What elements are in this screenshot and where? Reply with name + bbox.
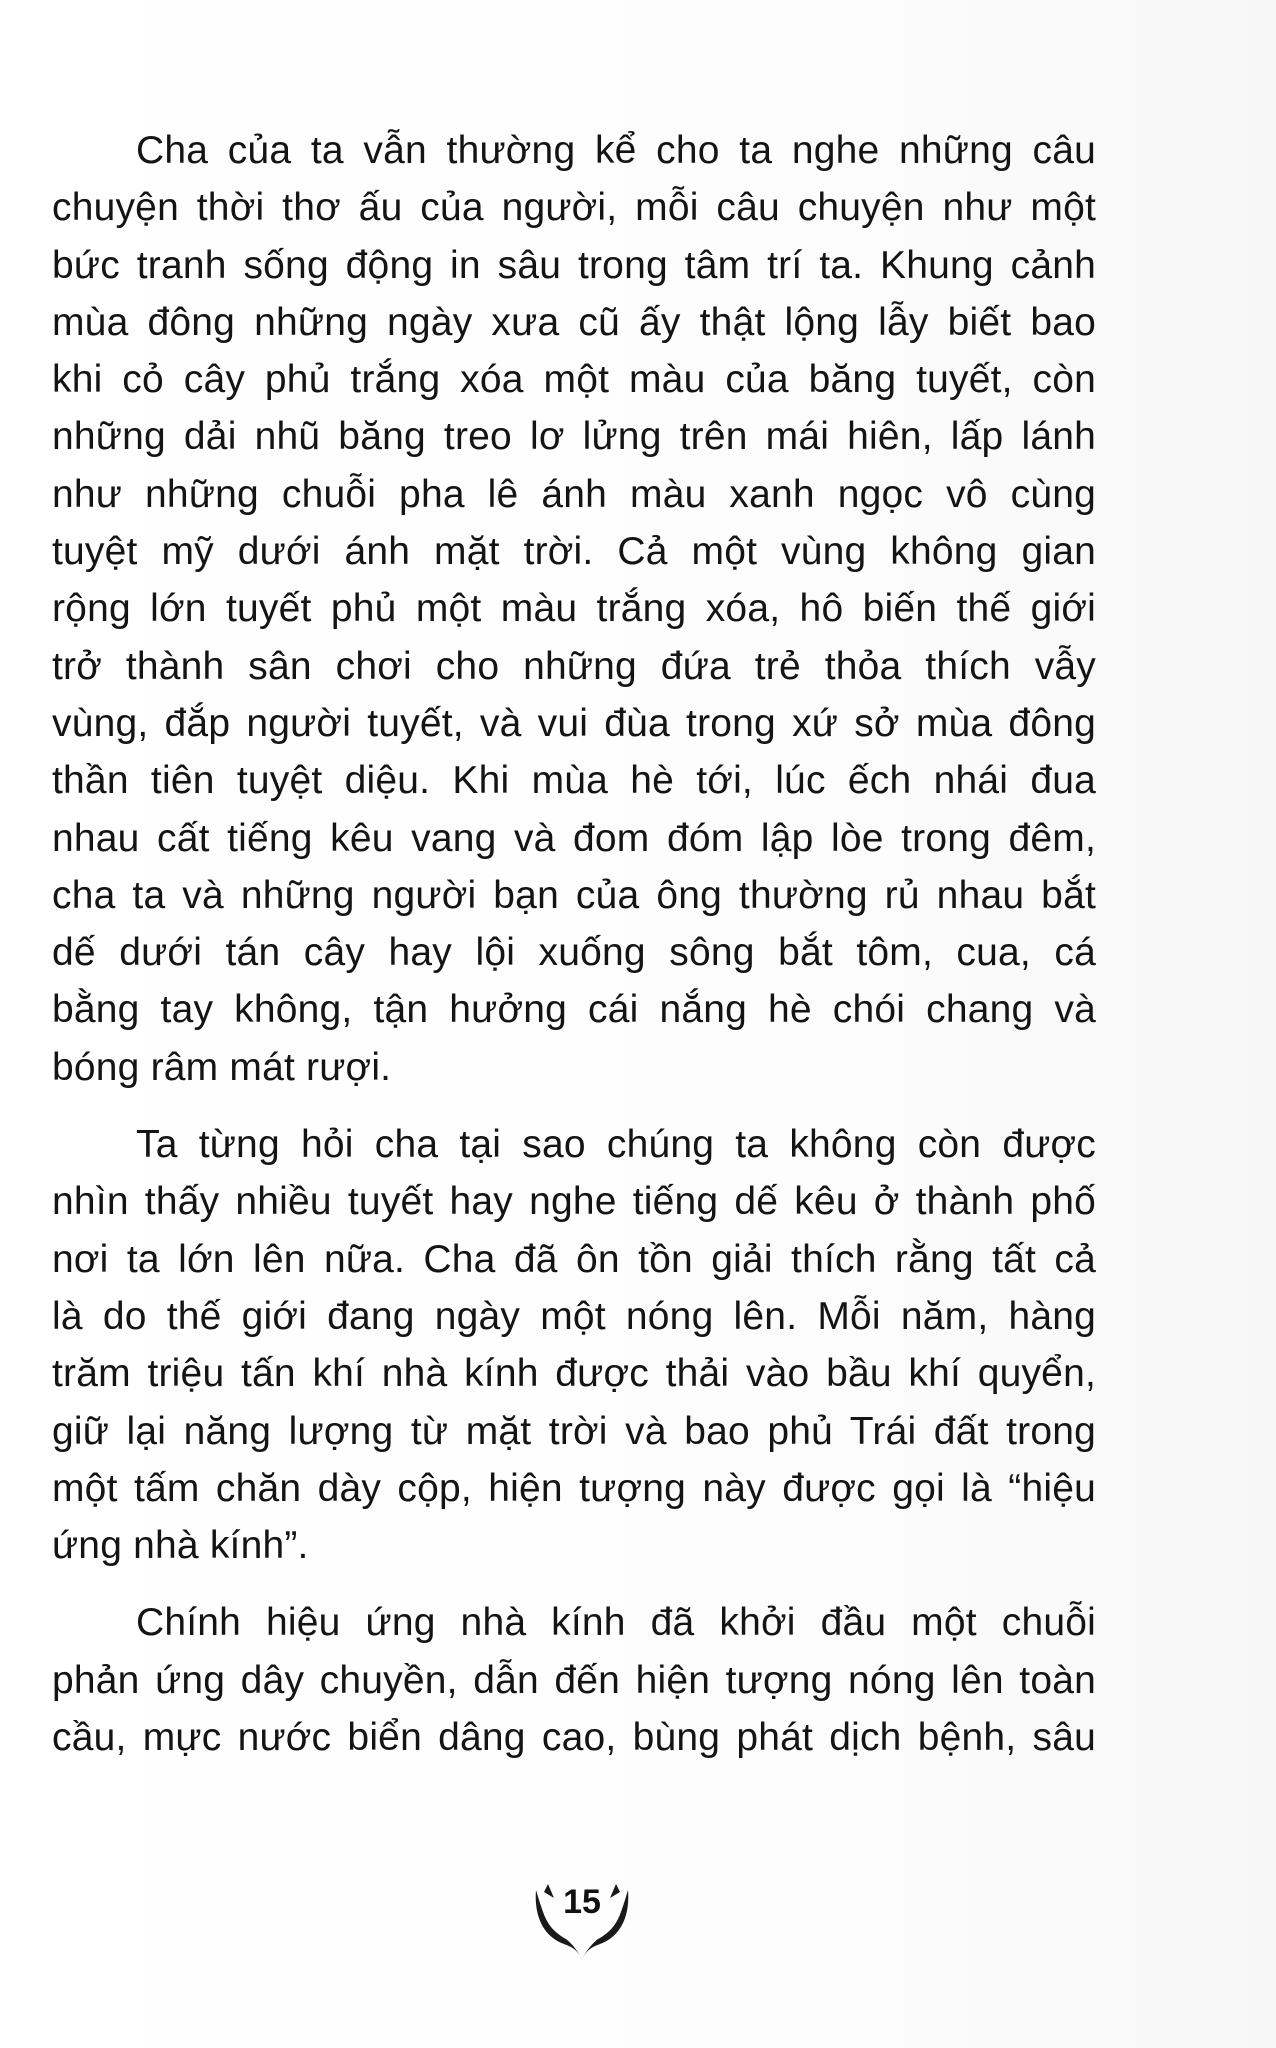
text-line: vùng, đắp người tuyết, và vui đùa trong xứ sở mùa đông [52,701,1096,745]
paragraph-3 [52,1594,1096,1766]
text-line: thần tiên tuyệt diệu. Khi mùa hè tới, lúc ếch nhái đua [52,759,1096,803]
text-line: trở thành sân chơi cho những đứa trẻ thỏa thích vẫy [52,644,1096,688]
text-line: Ta từng hỏi cha tại sao chúng ta không còn được [136,1123,1096,1167]
page-footer [532,1880,632,1964]
body-text [52,122,1096,1766]
text-line: nhìn thấy nhiều tuyết hay nghe tiếng dế kêu ở thành phố [52,1180,1096,1224]
text-line: Cha của ta vẫn thường kể cho ta nghe những câu [136,129,1096,172]
text-line: một tấm chăn dày cộp, hiện tượng này được gọi là “hiệu [52,1466,1096,1510]
text-line: nơi ta lớn lên nữa. Cha đã ôn tồn giải thích rằng tất cả [52,1237,1096,1281]
text-line: tuyệt mỹ dưới ánh mặt trời. Cả một vùng không gian [52,530,1096,574]
text-line: bằng tay không, tận hưởng cái nắng hè chói chang và [52,988,1096,1032]
text-line: dế dưới tán cây hay lội xuống sông bắt tôm, cua, cá [52,931,1096,975]
text-line: phản ứng dây chuyền, dẫn đến hiện tượng nóng lên toàn [52,1658,1096,1702]
paragraph-1 [52,122,1096,1096]
text-line: mùa đông những ngày xưa cũ ấy thật lộng lẫy biết bao [52,300,1096,344]
text-line: Chính hiệu ứng nhà kính đã khởi đầu một chuỗi [136,1601,1096,1645]
text-line: như những chuỗi pha lê ánh màu xanh ngọc vô cùng [52,472,1096,516]
text-line: rộng lớn tuyết phủ một màu trắng xóa, hô biến thế giới [52,587,1096,631]
text-line: những dải nhũ băng treo lơ lửng trên mái hiên, lấp lánh [52,415,1096,459]
text-line: nhau cất tiếng kêu vang và đom đóm lập lòe trong đêm, [52,816,1096,860]
text-line: trăm triệu tấn khí nhà kính được thải vào bầu khí quyển, [52,1352,1096,1396]
text-line: khi cỏ cây phủ trắng xóa một màu của băng tuyết, còn [52,358,1096,402]
paragraph-2 [52,1116,1096,1574]
text-line: cha ta và những người bạn của ông thường rủ nhau bắt [52,873,1096,917]
text-line: chuyện thời thơ ấu của người, mỗi câu chuyện như một [52,186,1096,230]
text-line: là do thế giới đang ngày một nóng lên. Mỗi năm, hàng [52,1294,1096,1338]
page-number: 15 [563,1883,601,1921]
text-line: ứng nhà kính”. [52,1524,309,1568]
text-line: bức tranh sống động in sâu trong tâm trí ta. Khung cảnh [52,243,1096,287]
text-line: bóng râm mát rượi. [52,1045,392,1089]
text-line: giữ lại năng lượng từ mặt trời và bao phủ Trái đất trong [52,1409,1096,1453]
text-line: cầu, mực nước biển dâng cao, bùng phát dịch bệnh, sâu [52,1716,1096,1760]
